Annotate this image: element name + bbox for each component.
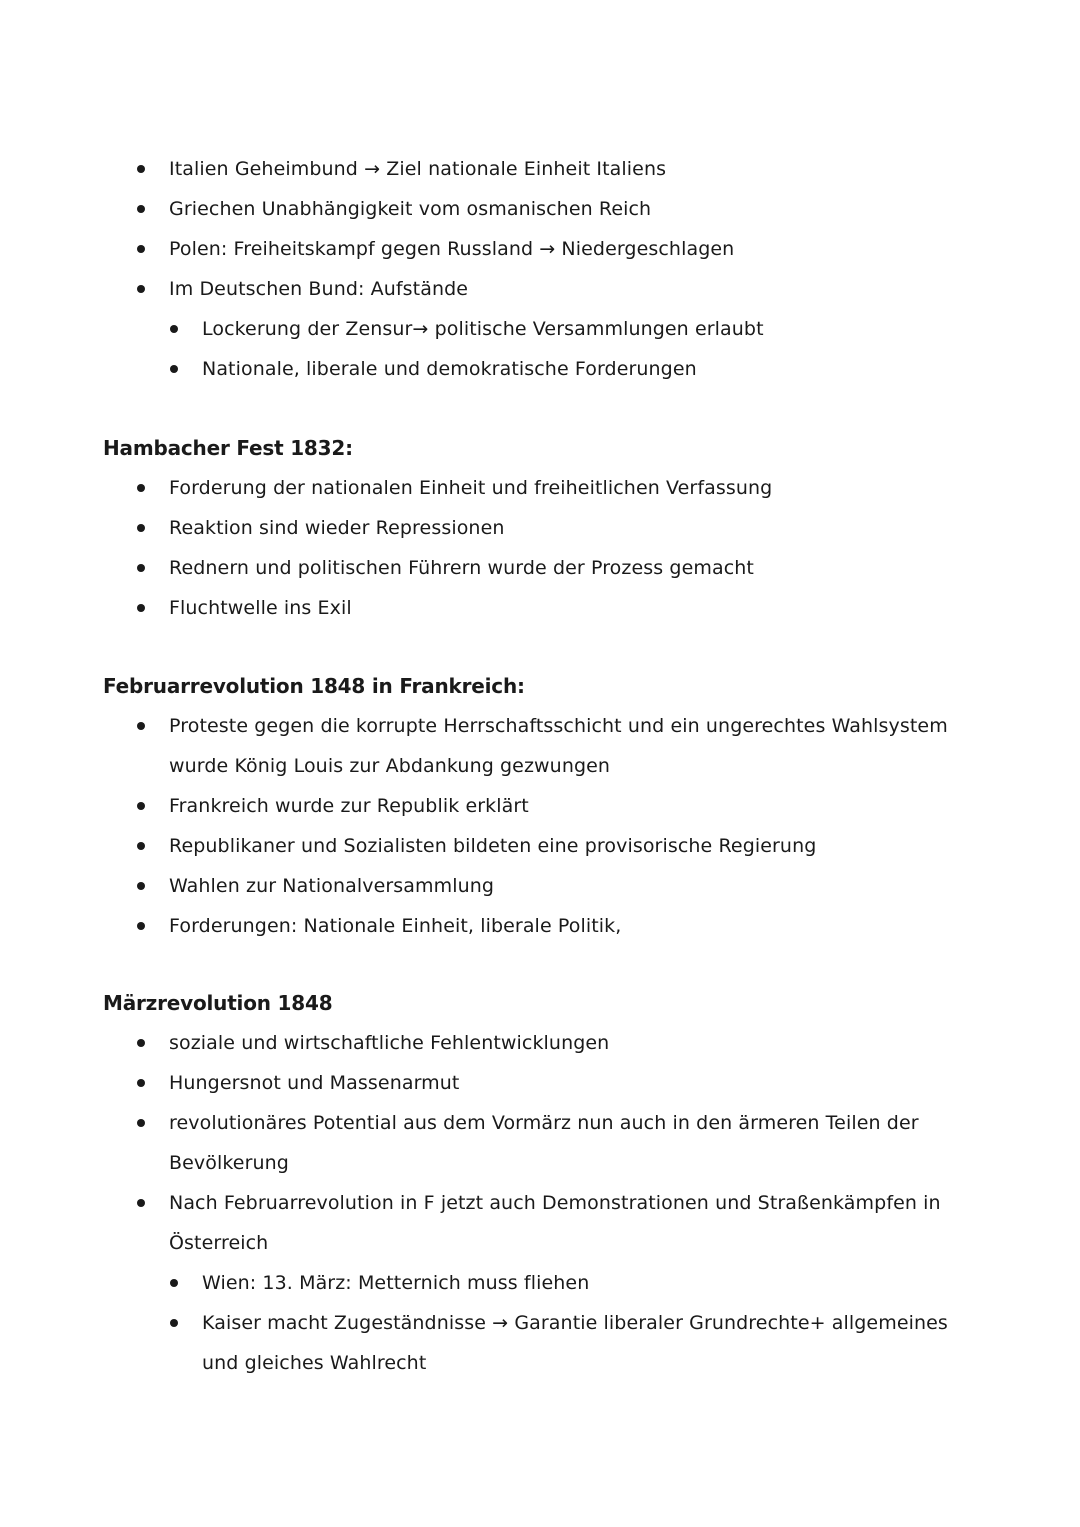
list-item: soziale und wirtschaftliche Fehlentwicklungen <box>0 1023 1080 1063</box>
list-item: Griechen Unabhängigkeit vom osmanischen Reich <box>0 189 1080 229</box>
sub-list-item: Nationale, liberale und demokratische Forderungen <box>0 349 1080 389</box>
sub-list-item: Kaiser macht Zugeständnisse → Garantie liberaler Grundrechte+ allgemeines und gleiches Wahlrecht <box>0 1303 1080 1383</box>
hambacher-fest-list <box>0 468 1080 628</box>
februarrevolution-list <box>0 706 1080 946</box>
list-item: Forderungen: Nationale Einheit, liberale Politik, <box>0 906 1080 946</box>
intro-list <box>0 149 1080 389</box>
list-item: Reaktion sind wieder Repressionen <box>0 508 1080 548</box>
section-heading-februarrevolution: Februarrevolution 1848 in Frankreich: <box>103 674 525 698</box>
list-item: Forderung der nationalen Einheit und freiheitlichen Verfassung <box>0 468 1080 508</box>
list-item: Hungersnot und Massenarmut <box>0 1063 1080 1103</box>
section-heading-hambacher-fest: Hambacher Fest 1832: <box>103 436 353 460</box>
intro-section <box>0 149 1080 389</box>
list-item: Wahlen zur Nationalversammlung <box>0 866 1080 906</box>
maerzrevolution-list <box>0 1023 1080 1383</box>
section-heading-maerzrevolution: Märzrevolution 1848 <box>103 991 333 1015</box>
februarrevolution-section <box>0 706 1080 946</box>
list-item: Nach Februarrevolution in F jetzt auch Demonstrationen und Straßenkämpfen in Österreich <box>0 1183 1080 1263</box>
list-item: Fluchtwelle ins Exil <box>0 588 1080 628</box>
list-item: Republikaner und Sozialisten bildeten eine provisorische Regierung <box>0 826 1080 866</box>
list-item: revolutionäres Potential aus dem Vormärz nun auch in den ärmeren Teilen der Bevölkerung <box>0 1103 1080 1183</box>
sub-list-item: Lockerung der Zensur→ politische Versammlungen erlaubt <box>0 309 1080 349</box>
maerzrevolution-section <box>0 1023 1080 1383</box>
list-item: Im Deutschen Bund: Aufstände <box>0 269 1080 309</box>
list-item: Rednern und politischen Führern wurde der Prozess gemacht <box>0 548 1080 588</box>
hambacher-fest-section <box>0 468 1080 628</box>
list-item: Polen: Freiheitskampf gegen Russland → Niedergeschlagen <box>0 229 1080 269</box>
sub-list-item: Wien: 13. März: Metternich muss fliehen <box>0 1263 1080 1303</box>
list-item: Frankreich wurde zur Republik erklärt <box>0 786 1080 826</box>
list-item: Proteste gegen die korrupte Herrschaftsschicht und ein ungerechtes Wahlsystem wurde König Louis zur Abdankung gezwungen <box>0 706 1080 786</box>
list-item: Italien Geheimbund → Ziel nationale Einheit Italiens <box>0 149 1080 189</box>
